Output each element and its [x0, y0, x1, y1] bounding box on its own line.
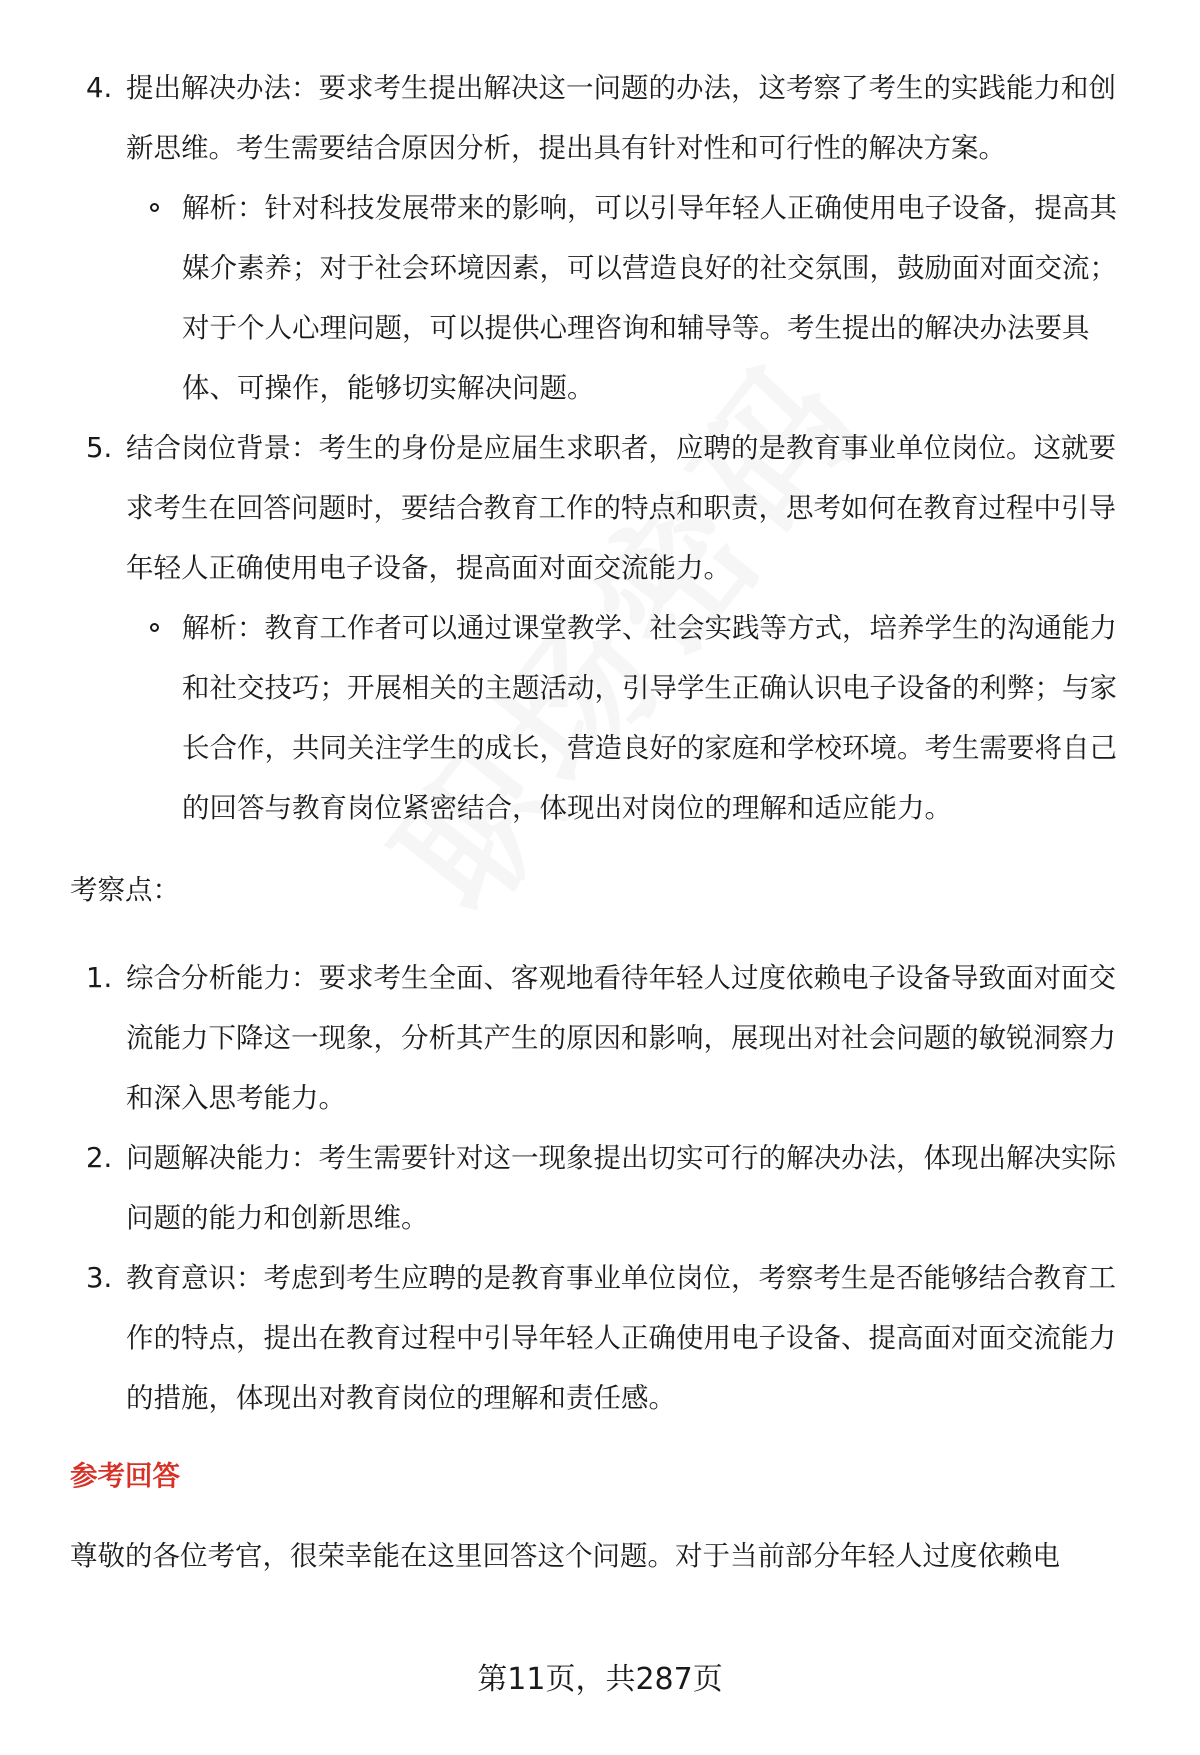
hollow-circle-bullet-icon [150, 203, 159, 212]
analysis-list [70, 58, 1140, 838]
list-item-text: 提出解决办法：要求考生提出解决这一问题的办法，这考察了考生的实践能力和创新思维。考生需要结合原因分析，提出具有针对性和可行性的解决方案。 [126, 72, 1116, 164]
sub-list-item-text: 解析：针对科技发展带来的影响，可以引导年轻人正确使用电子设备，提高其媒介素养；对于社会环境因素，可以营造良好的社交氛围，鼓励面对面交流；对于个人心理问题，可以提供心理咨询和辅导等。考生提出的解决办法要具体、可操作，能够切实解决问题。 [182, 192, 1117, 404]
exam-points-list [70, 948, 1140, 1428]
list-item [70, 1248, 1140, 1428]
list-item-text: 教育意识：考虑到考生应聘的是教育事业单位岗位，考察考生是否能够结合教育工作的特点，提出在教育过程中引导年轻人正确使用电子设备、提高面对面交流能力的措施，体现出对教育岗位的理解和责任感。 [126, 1262, 1116, 1414]
list-number: 4. [86, 72, 113, 104]
sub-list [70, 178, 1140, 418]
list-item [70, 418, 1140, 598]
sub-list-item-text: 解析：教育工作者可以通过课堂教学、社会实践等方式，培养学生的沟通能力和社交技巧；开展相关的主题活动，引导学生正确认识电子设备的利弊；与家长合作，共同关注学生的成长，营造良好的家庭和学校环境。考生需要将自己的回答与教育岗位紧密结合，体现出对岗位的理解和适应能力。 [182, 612, 1117, 824]
list-item [70, 1128, 1140, 1248]
hollow-circle-bullet-icon [150, 623, 159, 632]
list-number: 2. [86, 1142, 113, 1174]
list-item-text: 问题解决能力：考生需要针对这一现象提出切实可行的解决办法，体现出解决实际问题的能力和创新思维。 [126, 1142, 1116, 1234]
sub-list [70, 598, 1140, 838]
sub-list-container [70, 178, 1140, 418]
exam-points-heading: 考察点： [70, 874, 180, 906]
sub-list-item [70, 598, 1140, 838]
reference-answer-text: 尊敬的各位考官，很荣幸能在这里回答这个问题。对于当前部分年轻人过度依赖电 [70, 1540, 1060, 1572]
list-number: 1. [86, 962, 113, 994]
page-number: 第11页，共287页 [477, 1662, 723, 1697]
sub-list-container [70, 598, 1140, 838]
list-number: 5. [86, 432, 113, 464]
list-item-text: 结合岗位背景：考生的身份是应届生求职者，应聘的是教育事业单位岗位。这就要求考生在回答问题时，要结合教育工作的特点和职责，思考如何在教育过程中引导年轻人正确使用电子设备，提高面对面交流能力。 [126, 432, 1116, 584]
page-content [70, 58, 1140, 1586]
sub-list-item [70, 178, 1140, 418]
list-number: 3. [86, 1262, 113, 1294]
list-item [70, 948, 1140, 1128]
reference-answer-heading: 参考回答 [70, 1460, 180, 1492]
list-item-text: 综合分析能力：要求考生全面、客观地看待年轻人过度依赖电子设备导致面对面交流能力下降这一现象，分析其产生的原因和影响，展现出对社会问题的敏锐洞察力和深入思考能力。 [126, 962, 1116, 1114]
list-item [70, 58, 1140, 178]
